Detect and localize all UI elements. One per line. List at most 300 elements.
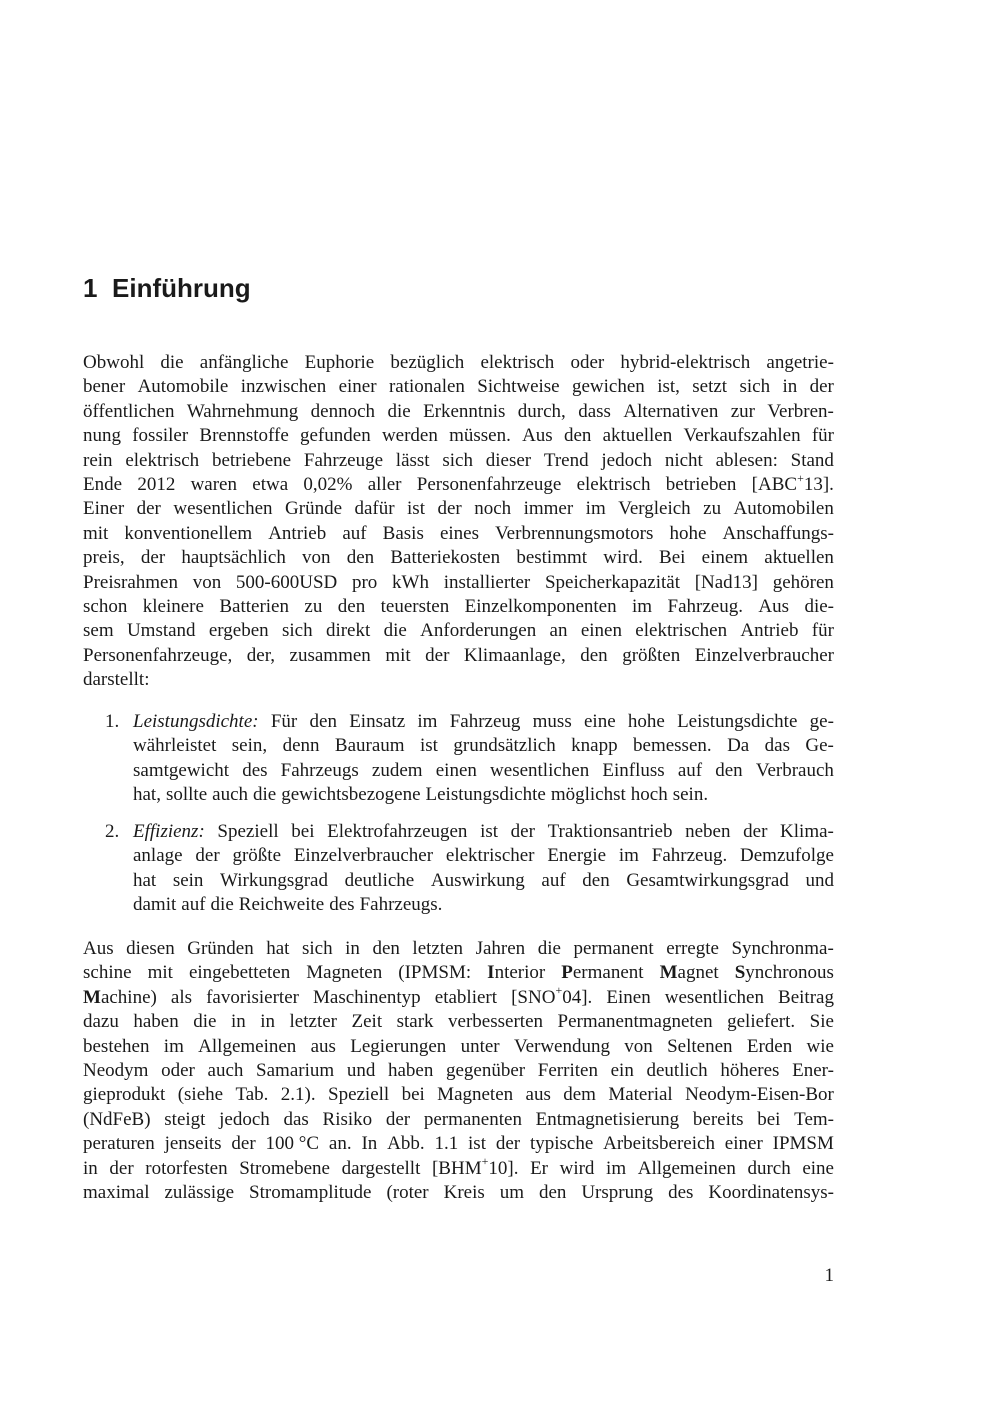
word: der	[136, 498, 161, 520]
word: schine	[83, 962, 132, 984]
word: Kreis	[443, 1181, 485, 1203]
word: zulässige	[164, 1181, 235, 1203]
chapter-number: 1	[83, 273, 98, 303]
ipmsm-paragraph	[83, 937, 834, 1205]
word: dargestellt	[341, 1157, 421, 1179]
text-line	[83, 424, 834, 448]
word: auf	[541, 869, 566, 891]
word: knapp	[571, 735, 618, 757]
word: Energie	[547, 845, 607, 867]
word: gewichen	[572, 376, 645, 398]
word: Allgemeinen	[198, 1035, 297, 1057]
word: rationalen	[388, 376, 465, 398]
word: Reichweite	[238, 894, 325, 916]
word: durch,	[517, 400, 566, 422]
word: für	[811, 425, 834, 447]
text-line	[133, 820, 834, 844]
word: für	[811, 620, 834, 642]
word: Beitrag	[778, 986, 834, 1008]
word: der	[743, 821, 768, 842]
word: werden	[381, 425, 438, 447]
word: an.	[328, 1133, 352, 1155]
word: Antrieb	[740, 620, 799, 642]
word: aktuellen	[602, 425, 673, 447]
word: mit	[385, 644, 411, 666]
word: (roter	[386, 1181, 429, 1203]
word: Machine)	[83, 986, 157, 1008]
word: Speicherkapazität	[544, 571, 680, 593]
word: Fahrzeugs.	[359, 894, 443, 916]
word: Maschinentyp	[313, 986, 421, 1008]
text-line	[133, 844, 834, 868]
word: ist,	[657, 376, 680, 398]
word: Anschaffungs-	[722, 522, 834, 544]
word: Erden	[746, 1035, 793, 1057]
word: jenseits	[164, 1133, 222, 1155]
text-line	[83, 668, 834, 692]
word: des	[242, 759, 268, 781]
word: einer	[724, 1133, 763, 1155]
word: Auswirkung	[430, 869, 525, 891]
word: größte	[232, 845, 282, 867]
word: Gründen	[187, 938, 254, 959]
word: 500-600USD	[235, 571, 338, 593]
word: favorisierter	[206, 986, 299, 1008]
word: dem	[563, 1084, 596, 1106]
word: Synchronma-	[731, 938, 834, 959]
word: Fahrzeugs	[280, 759, 359, 781]
word: Magnet	[659, 962, 719, 984]
word: der	[140, 547, 166, 569]
text-line	[133, 759, 834, 783]
word: angetrie-	[766, 352, 834, 373]
text-line	[83, 1132, 834, 1156]
word: maximal	[83, 1181, 150, 1203]
page-number: 1	[824, 1265, 834, 1286]
text-line	[83, 351, 834, 375]
word: Euphorie	[304, 352, 375, 373]
word: hat	[266, 938, 290, 959]
text-line	[83, 375, 834, 399]
word: Einen	[606, 986, 651, 1008]
word: Da	[727, 735, 750, 757]
word: Sichtweise	[477, 376, 560, 398]
word: im	[632, 595, 653, 617]
word: hohe	[627, 711, 665, 732]
text-line	[83, 1010, 834, 1034]
word: Er	[530, 1157, 548, 1179]
word: Legierungen	[350, 1035, 447, 1057]
word: Automobilen	[733, 498, 834, 520]
text-line	[83, 983, 834, 1010]
word: ist	[420, 735, 438, 757]
word: jedoch	[601, 449, 653, 471]
word: Antrieb	[268, 522, 327, 544]
word: wesentlichen	[490, 759, 590, 781]
requirements-list-item-1	[83, 710, 834, 808]
word: ablesen:	[715, 449, 778, 471]
word: Stromebene	[239, 1157, 330, 1179]
word: gegenüber	[446, 1059, 526, 1081]
word: im	[163, 1035, 184, 1057]
word: unter	[460, 1035, 500, 1057]
word: bemessen.	[633, 735, 712, 757]
word: installierter	[443, 571, 531, 593]
word: Arbeitsbereich	[603, 1133, 715, 1155]
word: wird	[559, 1157, 595, 1179]
word: im	[417, 711, 438, 732]
word: Stand	[790, 449, 834, 471]
word: betriebene	[211, 449, 292, 471]
word: 2012	[137, 473, 176, 495]
word: der	[231, 1133, 256, 1155]
word: setzt	[692, 376, 728, 398]
word: sich	[442, 449, 473, 471]
word: letzten	[412, 938, 464, 959]
word: wird.	[603, 547, 643, 569]
word: und	[346, 1059, 376, 1081]
word: Einsatz	[349, 711, 406, 732]
word: mit	[83, 522, 109, 544]
word: bestehen	[83, 1035, 150, 1057]
word: Für	[270, 711, 298, 732]
text-line	[83, 961, 834, 985]
word: denn	[282, 735, 320, 757]
word: in	[83, 1157, 98, 1179]
word: Automobile	[137, 376, 229, 398]
word: sich	[739, 376, 771, 398]
word: einem	[701, 547, 749, 569]
word: von	[302, 547, 331, 569]
word: Material	[608, 1084, 673, 1106]
word: hoch	[630, 784, 668, 806]
word: auch	[207, 1059, 244, 1081]
word: bei	[401, 1084, 425, 1106]
word: Magneten	[306, 962, 383, 984]
word: die	[193, 1011, 217, 1033]
word: ge-	[809, 711, 834, 732]
word: Gesamtwirkungsgrad	[626, 869, 789, 891]
word: direkt	[325, 620, 371, 642]
word: Klimaanlage,	[463, 644, 566, 666]
word: deutliche	[344, 869, 415, 891]
word: Ursprung	[581, 1181, 654, 1203]
word: samtgewicht	[133, 759, 230, 781]
word: etabliert	[434, 986, 498, 1008]
word: die	[383, 620, 407, 642]
word: sich	[302, 938, 333, 959]
word: bestimmt	[516, 547, 588, 569]
word: dennoch	[310, 400, 376, 422]
word: wesentlichen	[173, 498, 273, 520]
word: Zeit	[351, 1011, 383, 1033]
word: die-	[804, 595, 834, 617]
word: Fahrzeug	[449, 711, 521, 732]
word: Magneten	[437, 1084, 514, 1106]
word: dieser	[485, 449, 532, 471]
word: währleistet	[133, 735, 217, 757]
word: permanenten	[423, 1108, 522, 1130]
word: sem	[83, 620, 114, 642]
word: öffentlichen	[83, 400, 175, 422]
word: nung	[83, 425, 121, 447]
word: noch	[474, 498, 512, 520]
word: bereits	[692, 1108, 744, 1130]
word: damit	[133, 894, 177, 916]
word: auf	[342, 522, 367, 544]
word: elektrischen	[635, 620, 728, 642]
text-line	[133, 734, 834, 758]
chapter-title: Einführung	[112, 273, 251, 303]
word: neben	[685, 821, 731, 842]
word: Abb.	[387, 1133, 425, 1155]
word: der,	[246, 644, 276, 666]
word: 2.1).	[280, 1084, 316, 1106]
word: grundsätzlich	[453, 735, 556, 757]
word: Brennstoffe	[199, 425, 289, 447]
word: möglichst	[550, 784, 626, 806]
chapter-heading	[83, 270, 251, 306]
word: deutlich	[646, 1059, 708, 1081]
text-line	[83, 522, 834, 546]
word: Speziell	[328, 1084, 390, 1106]
word: haben	[133, 1011, 179, 1033]
word: die	[387, 400, 411, 422]
word: durch	[747, 1157, 791, 1179]
word: von	[624, 1035, 653, 1057]
word: eine	[802, 1157, 834, 1179]
word: Wahrnehmung	[186, 400, 299, 422]
word: Trend	[543, 449, 589, 471]
word: Synchronous	[734, 962, 834, 984]
word: hat	[133, 869, 157, 891]
word: Seltenen	[667, 1035, 733, 1057]
word: an	[549, 620, 568, 642]
word: die	[537, 938, 561, 959]
word: Neodym	[83, 1059, 149, 1081]
word: sein.	[672, 784, 709, 806]
word: Leistungsdichte	[677, 711, 798, 732]
word: Personenfahrzeuge	[416, 473, 562, 495]
word: rotorfesten	[145, 1157, 228, 1179]
word: Ende	[83, 473, 123, 495]
word: der	[195, 845, 220, 867]
word: ist	[407, 498, 425, 520]
word: im	[606, 1157, 627, 1179]
word: einen	[580, 620, 622, 642]
word: bei	[757, 1108, 781, 1130]
word: (NdFeB)	[83, 1108, 151, 1130]
word: Tem-	[794, 1108, 834, 1130]
word: den	[715, 759, 743, 781]
word: Risiko	[322, 1108, 373, 1130]
word: Aus	[758, 595, 790, 617]
word: Fahrzeug.	[667, 595, 743, 617]
word: dazu	[83, 1011, 119, 1033]
list-item-label: Effizienz:	[133, 821, 205, 842]
word: hybrid-elektrisch	[620, 352, 751, 373]
word: in	[345, 938, 360, 959]
word: wesentlichen	[664, 986, 764, 1008]
word: kleinere	[142, 595, 204, 617]
word: Elektrofahrzeugen	[327, 821, 468, 842]
text-line	[133, 869, 834, 893]
text-line	[83, 497, 834, 521]
word: Samarium	[256, 1059, 335, 1081]
text-line	[83, 937, 834, 961]
word: typische	[529, 1133, 594, 1155]
word: des	[668, 1181, 694, 1203]
word: [BHM+10].	[431, 1154, 519, 1179]
text-line	[83, 470, 834, 497]
text-line	[133, 783, 834, 807]
word: Ferriten	[537, 1059, 598, 1081]
word: Fahrzeuge	[303, 449, 384, 471]
word: Erkenntnis	[423, 400, 506, 422]
text-line	[133, 710, 834, 734]
word: in	[782, 376, 798, 398]
text-line	[83, 595, 834, 619]
word: erregte	[666, 938, 719, 959]
word: müssen.	[449, 425, 511, 447]
word: Gründe	[285, 498, 342, 520]
word: Neodym-Eisen-Bor	[685, 1084, 834, 1106]
word: fossiler	[132, 425, 189, 447]
word: 1.1	[434, 1133, 459, 1155]
word: der	[495, 1133, 521, 1155]
word: höheres	[720, 1059, 780, 1081]
word: Einzelkomponenten	[464, 595, 617, 617]
word: auch	[212, 784, 249, 806]
word: oder	[161, 1059, 195, 1081]
word: Allgemeinen	[637, 1157, 736, 1179]
word: aus	[525, 1084, 551, 1106]
word: [SNO+04].	[511, 983, 593, 1008]
word: Permanentmagneten	[557, 1011, 713, 1033]
word: Traktionsantrieb	[547, 821, 673, 842]
word	[133, 820, 205, 844]
word: größten	[622, 644, 681, 666]
word: Alternativen	[623, 400, 719, 422]
word: Stromamplitude	[249, 1181, 372, 1203]
text-line	[83, 1059, 834, 1083]
word: Bei	[659, 547, 686, 569]
word: verbesserten	[448, 1011, 544, 1033]
word: eine	[583, 711, 616, 732]
word: Ge-	[805, 735, 834, 757]
word: Koordinatensys-	[708, 1181, 834, 1203]
word: um	[499, 1181, 524, 1203]
word: letzter	[289, 1011, 337, 1033]
word: Demzufolge	[740, 845, 834, 867]
word: gieprodukt	[83, 1084, 166, 1106]
word: darstellt:	[83, 669, 150, 691]
list-item-label: Leistungsdichte:	[133, 711, 259, 732]
word: Basis	[382, 522, 424, 544]
text-line	[83, 644, 834, 668]
word: Preisrahmen	[83, 571, 178, 593]
text-line	[83, 449, 834, 473]
word: Entmagnetisierung	[535, 1108, 680, 1130]
word: Interior	[487, 962, 546, 984]
word: Anforderungen	[420, 620, 537, 642]
word: betrieben	[665, 473, 737, 495]
text-line	[83, 400, 834, 424]
word: sollte	[165, 784, 208, 806]
text-line	[83, 1108, 834, 1132]
word: zur	[730, 400, 755, 422]
word: bener	[83, 376, 126, 398]
word: als	[170, 986, 193, 1008]
word: Wirkungsgrad	[220, 869, 328, 891]
word: den	[563, 425, 592, 447]
word: den	[309, 711, 337, 732]
word: anlage	[133, 845, 183, 867]
word: Klima-	[780, 821, 834, 842]
word: 100 °C	[265, 1133, 320, 1155]
word: den	[538, 1181, 567, 1203]
word: 0,02%	[303, 473, 353, 495]
word: zu	[703, 498, 722, 520]
word: Einer	[83, 498, 125, 520]
word: die	[160, 352, 184, 373]
word: auf	[677, 759, 703, 781]
word: die	[210, 894, 234, 916]
word: peraturen	[83, 1133, 155, 1155]
word: Ener-	[792, 1059, 834, 1081]
text-line	[83, 1035, 834, 1059]
text-line	[83, 619, 834, 643]
word: inzwischen	[240, 376, 327, 398]
word: hauptsächlich	[181, 547, 286, 569]
word: der	[385, 1108, 411, 1130]
word: dass	[578, 400, 611, 422]
word: elektrisch	[576, 473, 651, 495]
word: Batterien	[219, 595, 289, 617]
word: anfängliche	[199, 352, 289, 373]
word: Jahren	[475, 938, 526, 959]
word: hohe	[669, 522, 707, 544]
word: jedoch	[219, 1108, 270, 1130]
word: immer	[523, 498, 574, 520]
word: pro	[351, 571, 378, 593]
word: der	[109, 1157, 134, 1179]
word: sein,	[231, 735, 268, 757]
word: ergeben	[208, 620, 269, 642]
word: Aus	[83, 938, 114, 959]
word: nicht	[664, 449, 703, 471]
word	[133, 710, 259, 734]
word: elektrischer	[445, 845, 535, 867]
word: permanent	[573, 938, 654, 959]
word: gehören	[772, 571, 834, 593]
word: gewichtsbezogene	[281, 784, 421, 806]
word: Bauraum	[334, 735, 405, 757]
word: Vergleich	[618, 498, 691, 520]
word: eingebetteten	[188, 962, 291, 984]
word: den	[582, 869, 610, 891]
word: in	[260, 1011, 276, 1033]
word: der	[425, 644, 450, 666]
word: konventionellem	[124, 522, 253, 544]
word: das	[283, 1108, 309, 1130]
word: waren	[190, 473, 237, 495]
text-line	[83, 1154, 834, 1181]
word: bezüglich	[390, 352, 465, 373]
word: dafür	[354, 498, 395, 520]
word: den	[337, 595, 366, 617]
text-line	[133, 893, 834, 917]
